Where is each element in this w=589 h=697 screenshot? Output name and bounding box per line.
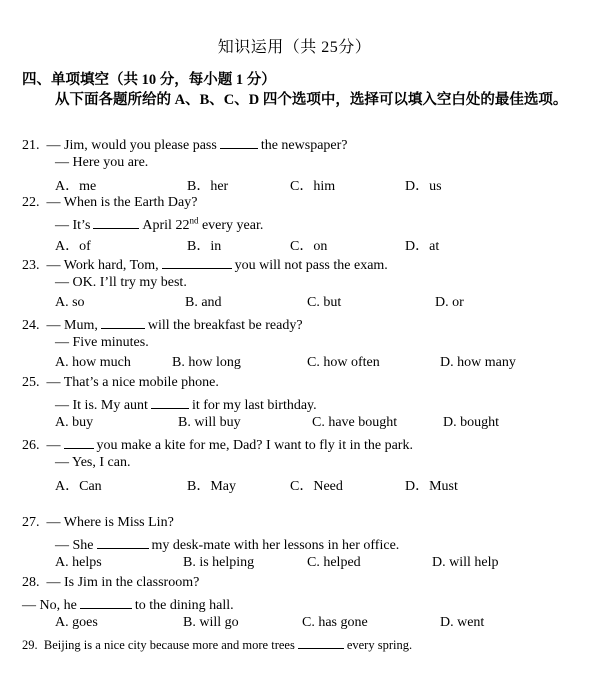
question-23-line1: [22, 255, 388, 274]
option-b: B. will buy: [178, 415, 241, 430]
question-text: you will not pass the exam.: [234, 258, 388, 273]
question-29-line1: [22, 637, 412, 653]
question-24-line1: [22, 315, 303, 334]
option-d: D. bought: [443, 415, 499, 430]
option-c: C．on: [290, 239, 328, 254]
option-c: C. helped: [307, 555, 361, 570]
question-21-line1: [22, 135, 348, 154]
ordinal-suffix: nd: [189, 215, 199, 226]
question-number: 26.: [22, 438, 40, 453]
question-text: — That’s a nice mobile phone.: [46, 375, 219, 390]
answer-blank: [220, 135, 258, 149]
question-28-line1: [22, 575, 199, 591]
option-b: B．May: [187, 479, 236, 494]
answer-blank: [93, 215, 139, 229]
option-b: B. is helping: [183, 555, 255, 570]
question-text: April 22: [142, 218, 190, 233]
option-b: B. will go: [183, 615, 239, 630]
question-text: the newspaper?: [260, 138, 348, 153]
option-a: A．Can: [55, 479, 102, 494]
question-text: — No, he: [22, 598, 77, 613]
question-number: 21.: [22, 138, 40, 153]
option-d: D．Must: [405, 479, 458, 494]
option-c: C．him: [290, 179, 336, 194]
question-text: — When is the Earth Day?: [46, 195, 198, 210]
option-a: A. so: [55, 295, 85, 310]
answer-blank: [101, 315, 145, 329]
option-d: D. how many: [440, 355, 516, 370]
question-23-line2: — OK. I’ll try my best.: [55, 275, 187, 290]
option-a: A. buy: [55, 415, 94, 430]
question-text: every spring.: [346, 638, 413, 652]
option-a: A．me: [55, 179, 97, 194]
question-25-line1: [22, 375, 219, 391]
question-number: 23.: [22, 258, 40, 273]
question-26-line1: [22, 435, 413, 454]
option-d: D. will help: [432, 555, 499, 570]
option-b: B．her: [187, 179, 229, 194]
answer-blank: [298, 637, 344, 649]
option-a: A. how much: [55, 355, 131, 370]
question-text: every year.: [201, 218, 264, 233]
question-text: —: [46, 438, 61, 453]
question-number: 29.: [22, 638, 38, 652]
option-c: C．Need: [290, 479, 343, 494]
question-text: — Is Jim in the classroom?: [46, 575, 200, 590]
question-text: — It is. My aunt: [55, 398, 148, 413]
question-number: 22.: [22, 195, 40, 210]
answer-blank: [64, 435, 94, 449]
question-text: — She: [55, 538, 94, 553]
option-d: D．at: [405, 239, 440, 254]
question-22-line1: [22, 195, 197, 211]
option-c: C. how often: [307, 355, 380, 370]
question-22-line2: [55, 215, 263, 234]
option-c: C. but: [307, 295, 342, 310]
answer-blank: [97, 535, 149, 549]
question-text: — Jim, would you please pass: [46, 138, 217, 153]
question-number: 28.: [22, 575, 40, 590]
option-a: A．of: [55, 239, 91, 254]
option-d: D．us: [405, 179, 442, 194]
question-number: 25.: [22, 375, 40, 390]
question-number: 24.: [22, 318, 40, 333]
question-text: Beijing is a nice city because more and more trees: [43, 638, 295, 652]
section-title: 知识运用（共 25分）: [217, 39, 372, 56]
question-text: will the breakfast be ready?: [147, 318, 303, 333]
option-b: B．in: [187, 239, 222, 254]
option-c: C. has gone: [302, 615, 368, 630]
question-text: it for my last birthday.: [191, 398, 317, 413]
section-instruction: 从下面各题所给的 A、B、C、D 四个选项中，选择可以填入空白处的最佳选项。: [55, 92, 568, 108]
question-27-line2: [55, 535, 399, 554]
question-24-line2: — Five minutes.: [55, 335, 149, 350]
question-21-line2: — Here you are.: [55, 155, 149, 170]
question-28-line2: [22, 595, 234, 614]
option-d: D. or: [435, 295, 464, 310]
answer-blank: [151, 395, 189, 409]
answer-blank: [162, 255, 232, 269]
answer-blank: [80, 595, 132, 609]
question-text: — It’s: [55, 218, 91, 233]
option-b: B. how long: [172, 355, 241, 370]
question-text: you make a kite for me, Dad? I want to fly it in the park.: [96, 438, 413, 453]
option-d: D. went: [440, 615, 485, 630]
question-25-line2: [55, 395, 317, 414]
question-text: — Work hard, Tom,: [46, 258, 159, 273]
option-a: A. helps: [55, 555, 102, 570]
question-26-line2: — Yes, I can.: [55, 455, 131, 470]
option-b: B. and: [185, 295, 222, 310]
option-c: C. have bought: [312, 415, 398, 430]
section-heading: 四、单项填空（共 10 分，每小题 1 分）: [22, 72, 276, 88]
option-a: A. goes: [55, 615, 98, 630]
question-number: 27.: [22, 515, 40, 530]
question-text: — Where is Miss Lin?: [46, 515, 174, 530]
question-text: to the dining hall.: [134, 598, 234, 613]
question-text: — Mum,: [46, 318, 98, 333]
question-27-line1: [22, 515, 174, 531]
question-text: my desk-mate with her lessons in her office.: [151, 538, 400, 553]
